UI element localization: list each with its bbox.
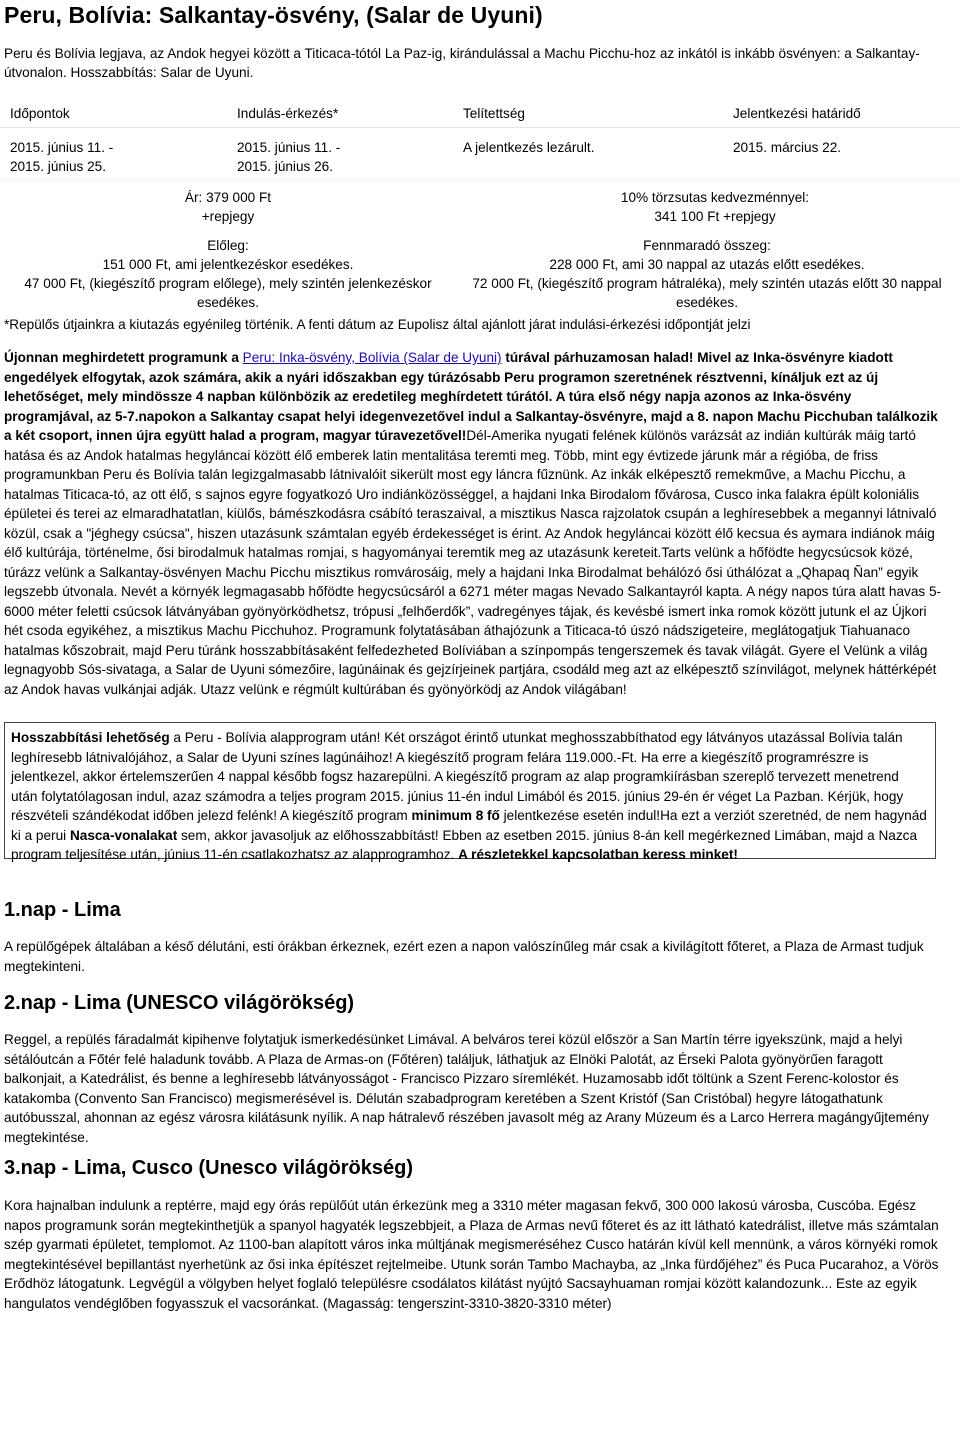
deposit-title: Előleg: — [207, 238, 249, 253]
page-title: Peru, Bolívia: Salkantay-ösvény, (Salar de Uyuni) — [4, 2, 543, 28]
row-divider — [0, 180, 960, 181]
extension-min-participants: minimum 8 fő — [411, 808, 500, 823]
extension-box — [4, 722, 936, 862]
cell-dates: 2015. június 11. - 2015. június 25. — [10, 140, 114, 174]
cell-departure: 2015. június 11. - 2015. június 26. — [237, 140, 341, 174]
cell-status: A jelentkezés lezárult. — [463, 140, 595, 155]
header-status: Telítettség — [463, 106, 525, 121]
intro-text: Peru és Bolívia legjava, az Andok hegyei között a Titicaca-tótól La Paz-ig, kirándulással a Machu Picchu-hoz az inkától is inkább ösvényen: a Salkantay-útvonalon. Hosszabbítás: Salar de Uyuni. — [4, 46, 920, 80]
header-divider — [0, 127, 960, 128]
description-bold-prefix: Újonnan meghirdetett programunk a — [4, 350, 243, 365]
header-dates: Időpontok — [10, 106, 70, 121]
price-text: Ár: 379 000 Ft +repjegy — [184, 190, 272, 224]
flight-footnote: *Repülős útjainkra a kiutazás egyénileg történik. A fenti dátum az Eupolisz által ajánlott járat indulási-érkezési időpontját jelzi — [4, 317, 751, 332]
deposit-text: 151 000 Ft, ami jelentkezéskor esedékes. 47 000 Ft, (kiegészítő program előlege), mely szintén jelenkezéskor esedékes. — [24, 257, 432, 310]
day-1-title: 1.nap - Lima — [4, 899, 121, 921]
extension-contact: A részletekkel kapcsolatban keress minket! — [458, 847, 738, 862]
program-description — [4, 348, 944, 699]
day-3-title: 3.nap - Lima, Cusco (Unesco világörökség) — [4, 1157, 413, 1179]
day-2-title: 2.nap - Lima (UNESCO világörökség) — [4, 992, 355, 1014]
discount-price-text: 10% törzsutas kedvezménnyel: 341 100 Ft +repjegy — [620, 190, 810, 224]
related-program-link[interactable]: Peru: Inka-ösvény, Bolívia (Salar de Uyuni) — [242, 350, 502, 365]
description-bold-text: túrával párhuzamosan halad! Mivel az Inka-ösvényre kiadott engedélyek elfogytak, azok számára, akik a nyári időszakban egy túrázósabb Peru programon szeretnének résztvenni, kínáljuk ezt az új lehetőséget, mely mindössze 4 napban különbözik az eredetileg meghírdetett túrától. A túra első négy napja azonos az Inka-ösvény programjával, az 5-7.napokon a Salkantay csapat helyi idegenvezetővel indul a Salkantay-ösvényre, majd a 8. napon Machu Picchuban találkozik a két csoport, innen újra együtt halad a program, magyar túravezetővel! — [4, 350, 938, 443]
extension-text-2: jelentkezése esetén indul!Ha ezt a verziót szeretnéd, de nem hagynád ki a perui — [11, 808, 927, 843]
cell-deadline: 2015. március 22. — [733, 140, 842, 155]
description-text: Dél-Amerika nyugati felének különös varázsát az indián kultúrák máig tartó hatása és az Andok hatalmas hegyláncai között élő emberek latin mentalitása teremti meg. Több, mint egy évtizede járunk már a régióba, de friss programunkban Peru és Bolívia talán legizgalmasabb látnivalóit sikerült most egy láncra fűznünk. Az inkák elképesztő remekműve, a Machu Picchu, a hatalmas Titicaca-tó, az ott élő, s sajnos egyre fogyatkozó Uro indiánközösséggel, a hajdani Inka Birodalom fővárosa, Cusco inka falakra épült koloniális épületei és terei az elmaradhatatlan, kiülős, bámészkodásra csábító teraszaival, a misztikus Nasca rajzolatok csupán a leghíresebbek a megannyi látnivaló közül, csak a "jéghegy csúcsa", hiszen utazásunk számtalan egyéb érdekességet is érint. Az Andok hegyláncai között élő kecsua és aymara indiánok máig élő kultúrája, történelme, ősi birodalmuk hatalmas romjai, s hagyományai teremtik meg az utazásunk kereteit.Tarts velünk a hőfödte hegycsúcsok közé, túrázz velünk a Salkantay-ösvényen Machu Picchu misztikus romvárosáig, mely a hajdani Inka Birodalmat behálózó ősi úthálózat a „Qhapaq Ñan” egyik legszebb útvonala. Nevét a környék legmagasabb hőfödte hegycsúcsáról a 6271 méter magas Nevado Salkantayról kapta. A négy napos túra alatt havas 5-6000 méter feletti csúcsok látványában gyönyörködhetsz, trópusi „felhőerdők”, vadregényes tájak, és kevésbé ismert inka romok között jutunk el az Újkori hét csoda egyikéhez, a misztikus Machu Picchuhoz. Programunk folytatásában áthajózunk a Titicaca-tó úszó nádszigeteire, meglátogatjuk Tiahuanaco hatalmas kőszobrait, majd Peru túránk hosszabbításaként felfedezheted Bolíviában a színpompás tengerszemek és tavak világát. Gyere el Velünk a világ legnagyobb Sós-sivataga, a Salar de Uyuni sómezőire, lagúnáinak és gejzírjeinek partjára, csodáld meg azt az elképesztő színvilágot, melynek háttérképét az Andok havas vulkánjai adják. Utazz velünk e régmúlt kultúrában és gyönyörködj az Andok világában! — [4, 428, 942, 697]
day-1-text: A repülőgépek általában a késő délutáni, esti órákban érkeznek, ezért ezen a napon valószínűleg már csak a kivilágított főteret, a Plaza de Armast tudjuk megtekinteni. — [4, 939, 924, 974]
header-departure: Indulás-érkezés* — [237, 106, 339, 121]
day-2-text: Reggel, a repülés fáradalmát kipihenve folytatjuk ismerkedésünket Limával. A belváros terei közül először a San Martín térre igyekszünk, majd a helyi sétálóutcán a Főtér felé haladunk tovább. A Plaza de Armas-on (Főtéren) találjuk, láthatjuk az Elnöki Palotát, az Érseki Palota gyönyörűen faragott balkonjait, a Katedrálist, és benne a leghíresebb látványosságot - Francisco Pizzaro síremlékét. Huzamosabb időt töltünk a Szent Ferenc-kolostor és katakomba (Convento San Francisco) megismerésével is. Délután szabadprogram keretében a Szent Kristóf (San Cristóbal) hegyre látogathatunk autóbusszal, ahonnan az egész városra kilátásunk nyílik. A nap hátralevő részében javasolt még az Arany Múzeum és a Larco Herrera magángyűjtemény megtekintése. — [4, 1032, 929, 1145]
header-deadline: Jelentkezési határidő — [733, 106, 861, 121]
extension-nasca: Nasca-vonalakat — [69, 827, 178, 843]
remaining-title: Fennmaradó összeg: — [643, 238, 771, 253]
remaining-text: 228 000 Ft, ami 30 nappal az utazás előtt esedékes. 72 000 Ft, (kiegészítő program hátraléka), mely szintén utazás előtt 30 nappal esedékes. — [472, 257, 942, 310]
extension-text-1: a Peru - Bolívia alapprogram után! Két országot érintő utunkat meghosszabbíthatod egy látványos utazással Bolívia talán leghíresebb látnivalójához, a Salar de Uyuni színes lagúnáihoz! A kiegészítő program felára 119.000.-Ft. Ha erre a kiegészítő programrészre is jelentkezel, akkor értelemszerűen 4 nappal később fogsz hazarepülni. A kiegészítő program az alap programkiírásban szereplő tervezett menetrend után folytatólagosan indul, azaz számodra a teljes program 2015. június 11-én indul Limából és 2015. június 29-én ér véget La Pazban. Kérjük, hogy részvételi szándékodat időben jelezd felénk! A kiegészítő program — [11, 730, 904, 823]
day-3-text: Kora hajnalban indulunk a reptérre, majd egy órás repülőút után érkezünk meg a 3310 méter magasan fekvő, 300 000 lakosú városba, Cuscóba. Egész napos programunk során megtekinthetjük a spanyol hagyaték legszebbjeit, a Plaza de Armas nevű főteret és az itt látható katedrálist, illetve más számtalan szép gyarmati épületet, templomot. Az 1100-ban alapított város inka múltjának megismeréséhez Cusco határán kívül kell mennünk, a város környéki romok megtekintésével bepillantást nyerhetünk az ősi inka építészet rejtelmeibe. Utunk során Tambo Machayba, az „Inka fürdőjéhez” és Puca Pucarahoz, a Vörös Erődhöz látogatunk. Legvégül a völgyben helyet foglaló településre csodálatos kilátást nyújtó Sacsayhuaman romjai között kalandozunk... Este az egyik hangulatos vendéglőben fogyasszuk el vacsoránkat. (Magasság: tengerszint-3310-3820-3310 méter) — [4, 1198, 939, 1311]
extension-text-3: sem, akkor javasoljuk az előhosszabbítást! Ebben az esetben 2015. június 8-án kell megérkezned Limában, majd a Nazca program teljesítése után, június 11-én csatlakozhatsz az alapprogramhoz. — [11, 827, 918, 862]
extension-title: Hosszabbítási lehetőség — [11, 730, 170, 745]
